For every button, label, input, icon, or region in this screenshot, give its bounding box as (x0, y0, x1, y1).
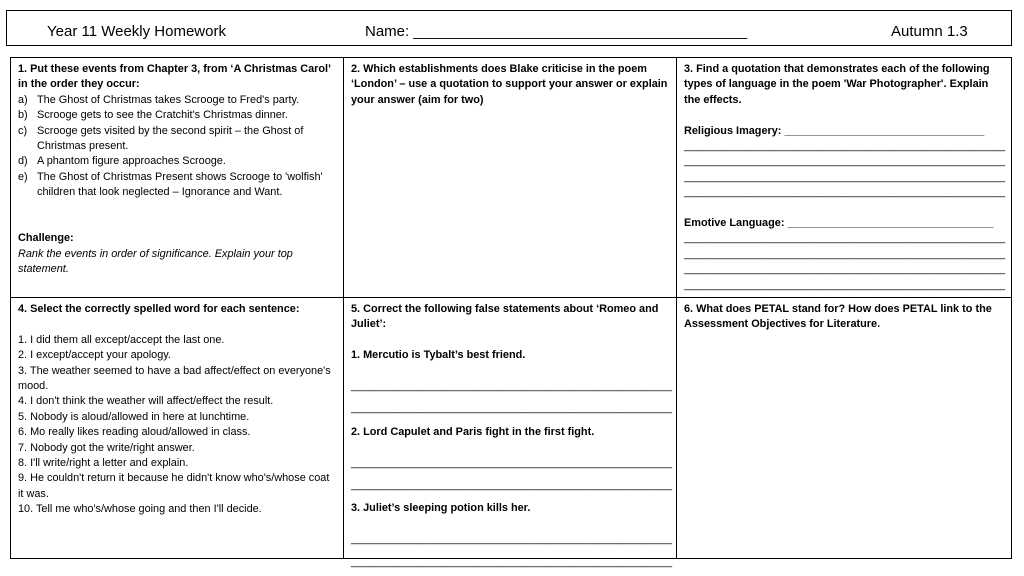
false-statement-2: 2. Lord Capulet and Paris fight in the first fight. (351, 425, 595, 438)
question-5-cell (344, 298, 677, 568)
list-item: c) Scrooge gets visited by the second spirit – the Ghost of Christmas present. (18, 124, 304, 153)
answer-line: _____________________________________________________ (684, 170, 1006, 183)
question-1-cell (11, 58, 344, 298)
list-item: 4. I don't think the weather will affect/effect the result. (18, 395, 274, 408)
answer-line: _____________________________________________________ (351, 555, 673, 568)
answer-line: _____________________________________________________ (351, 533, 673, 546)
false-statement-1: 1. Mercutio is Tybalt’s best friend. (351, 349, 526, 362)
challenge-label: Challenge: (18, 232, 74, 245)
question-1-heading: 1. Put these events from Chapter 3, from ‘A Christmas Carol’ in the order they occur: (18, 63, 331, 91)
list-item: 8. I'll write/right a letter and explain. (18, 457, 189, 470)
list-item: b) Scrooge gets to see the Cratchit's Christmas dinner. (18, 109, 288, 122)
list-item: 3. The weather seemed to have a bad affect/effect on everyone's mood. (18, 364, 331, 393)
answer-line: _____________________________________________________ (684, 263, 1006, 276)
answer-line: _____________________________________________________ (684, 247, 1006, 260)
answer-line: _____________________________________________________ (351, 456, 673, 469)
question-3-heading: 3. Find a quotation that demonstrates each of the following types of language in the poem 'War Photographer'. Explain the effects. (684, 63, 990, 106)
question-3-cell (677, 58, 1011, 298)
list-item: 1. I did them all except/accept the last one. (18, 333, 225, 346)
worksheet-header (6, 10, 1012, 46)
term-label: Autumn 1.3 (891, 23, 968, 40)
list-item: e) The Ghost of Christmas Present shows Scrooge to 'wolfish' children that look neglected – Ignorance and Want. (18, 170, 323, 199)
answer-line: _____________________________________________________ (684, 232, 1006, 245)
question-2-heading: 2. Which establishments does Blake criticise in the poem ‘London’ – use a quotation to support your answer or explain your answer (aim for two) (351, 63, 668, 106)
worksheet-title: Year 11 Weekly Homework (47, 23, 226, 40)
false-statement-3: 3. Juliet’s sleeping potion kills her. (351, 502, 531, 515)
answer-line: _____________________________________________________ (684, 140, 1006, 153)
list-item: 6. Mo really likes reading aloud/allowed in class. (18, 426, 251, 439)
answer-line: _____________________________________________________ (684, 278, 1006, 291)
list-item: 7. Nobody got the write/right answer. (18, 441, 195, 454)
challenge-text: Rank the events in order of significance. Explain your top statement. (18, 247, 293, 276)
list-item: 5. Nobody is aloud/allowed in here at lunchtime. (18, 410, 250, 423)
list-item: a) The Ghost of Christmas takes Scrooge to Fred's party. (18, 93, 300, 106)
question-2-cell (344, 58, 677, 298)
question-5-heading: 5. Correct the following false statements about ‘Romeo and Juliet’: (351, 303, 659, 331)
name-field: Name: ________________________________________ (365, 23, 748, 40)
question-grid (10, 57, 1012, 568)
answer-line: _____________________________________________________ (351, 479, 673, 492)
answer-line: _____________________________________________________ (351, 380, 673, 392)
answer-line: _____________________________________________________ (684, 155, 1006, 168)
list-item: 9. He couldn't return it because he didn't know who's/whose coat it was. (18, 472, 330, 500)
list-item: 10. Tell me who's/whose going and then I'll decide. (18, 503, 262, 516)
question-6-cell (677, 298, 1011, 558)
list-item: 2. I except/accept your apology. (18, 349, 171, 362)
question-4-heading: 4. Select the correctly spelled word for each sentence: (18, 303, 300, 315)
answer-line: _____________________________________________________ (684, 186, 1006, 199)
religious-imagery-line: Religious Imagery: _________________________________ (684, 124, 985, 137)
answer-line: _____________________________________________________ (351, 402, 673, 415)
question-4-cell (11, 298, 344, 558)
question-1-event-list (18, 93, 336, 201)
list-item: d) A phantom figure approaches Scrooge. (18, 155, 226, 168)
question-6-heading: 6. What does PETAL stand for? How does PETAL link to the Assessment Objectives for Literature. (684, 303, 992, 331)
emotive-language-line: Emotive Language: __________________________________ (684, 217, 994, 230)
